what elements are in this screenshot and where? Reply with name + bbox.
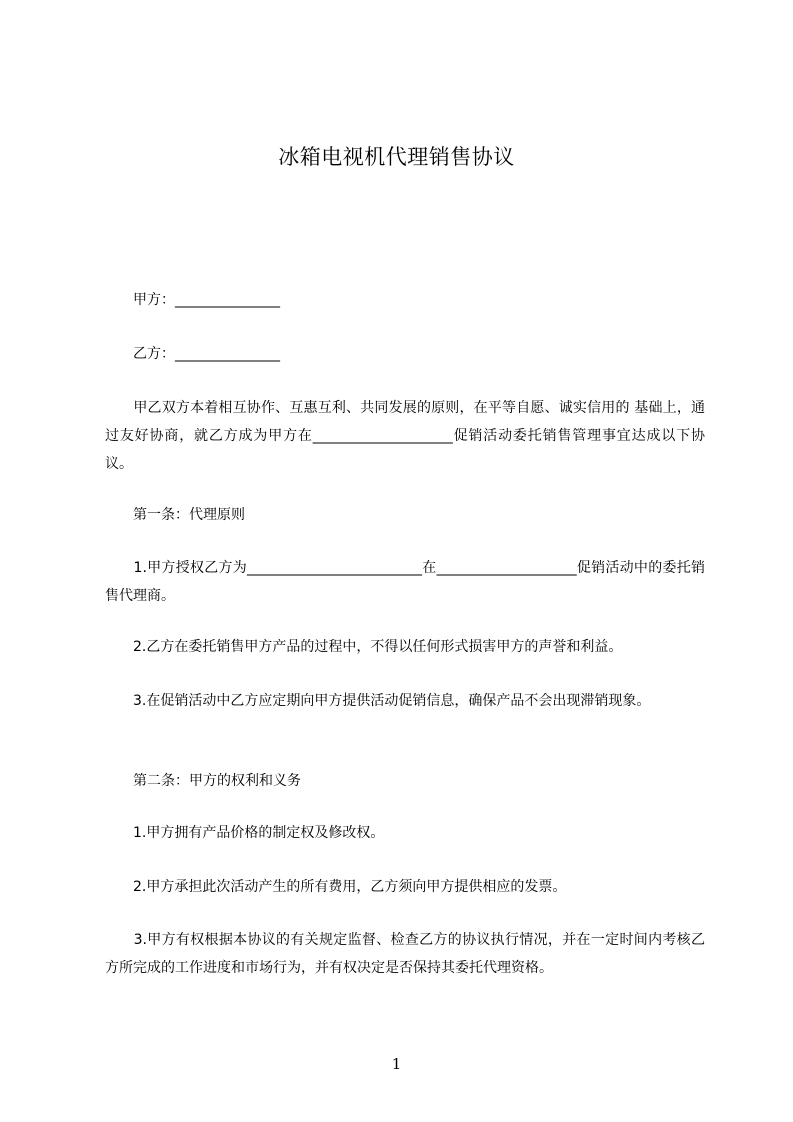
article-1-item-3: 3.在促销活动中乙方应定期向甲方提供活动促销信息，确保产品不会出现滞销现象。: [105, 693, 651, 709]
article-2-item-3: 3.甲方有权根据本协议的有关规定监督、检查乙方的协议执行情况，并在一定时间内考核乙方所完成的工作进度和市场行为，并有权决定是否保持其委托代理资格。: [105, 932, 705, 976]
article-2-heading: 第二条：甲方的权利和义务: [105, 773, 301, 789]
article-2-item-1: 1.甲方拥有产品价格的制定权及修改权。: [105, 825, 385, 841]
party-a-line: 甲方：_______________: [105, 292, 280, 308]
intro-paragraph: 甲乙双方本着相互协作、互惠互利、共同发展的原则，在平等自愿、诚实信用的 基础上，通过友好协商，就乙方成为甲方在____________________促销活动委托销售管理事宜达成以下协议。: [105, 400, 705, 472]
article-1-item-1: 1.甲方授权乙方为_________________________在____________________促销活动中的委托销售代理商。: [105, 560, 705, 604]
page-number: 1: [391, 1055, 402, 1073]
party-b-line: 乙方：_______________: [105, 346, 280, 362]
article-1-item-2: 2.乙方在委托销售甲方产品的过程中，不得以任何形式损害甲方的声誉和利益。: [105, 639, 623, 655]
article-2-item-2: 2.甲方承担此次活动产生的所有费用，乙方须向甲方提供相应的发票。: [105, 879, 567, 895]
article-1-heading: 第一条：代理原则: [105, 507, 245, 523]
document-title: 冰箱电视机代理销售协议: [278, 145, 515, 169]
